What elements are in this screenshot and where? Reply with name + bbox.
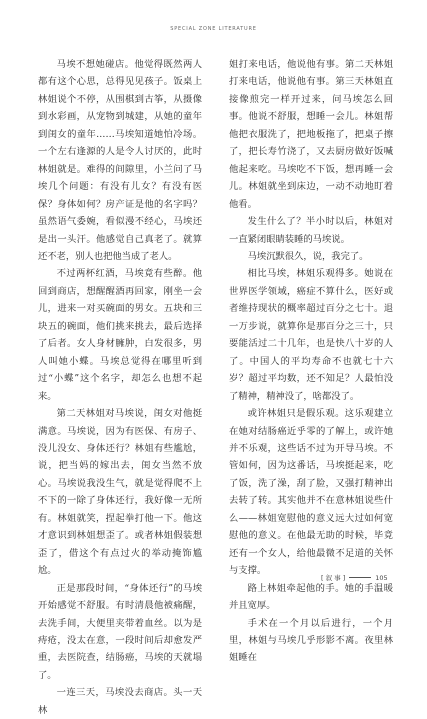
paragraph: 姐打来电话，他说他有事。第二天林姐打来电话，他说他有事。第三天林姐直接像煎完一样开过来，问马埃怎么回事。他说不舒服，想睡一会儿。林姐帮他把衣服洗了，把地板拖了，把桌子擦了，把长寿竹浇了，又去厨房做好饭喊他起来吃。马埃吃不下饭，想再睡一会儿。林姐就坐到床边，一动不动地盯着他看。	[229, 59, 393, 210]
page-footer	[321, 573, 388, 582]
paragraph: 一连三天，马埃没去商店。头一天林	[38, 687, 202, 716]
page-header: SPECIAL ZONE LITERATURE	[170, 26, 257, 32]
paragraph: 路上林姐牵起他的手。她的手温暖并且宽厚。	[229, 582, 393, 612]
paragraph: 不过两杯红酒，马埃竟有些醉。他回到商店，想醒醒酒再回家，刚坐一会儿，进来一对买碗面的男女。五块和三块五的碗面，他们挑来挑去，最后选择了后者。女人身材臃肿，白发很多，男人叫她小蝶。马埃总觉得在哪里听到过“小蝶”这个名字，却怎么也想不起来。	[38, 268, 202, 402]
left-column	[38, 56, 202, 719]
footer-divider	[349, 577, 371, 578]
page-number: 105	[375, 573, 388, 582]
paragraph: 手术在一个月以后进行，一个月里，林姐与马埃几乎形影不离。夜里林姐睡在	[229, 617, 393, 664]
paragraph: 第二天林姐对马埃说，闺女对他挺满意。马埃说，因为有医保、有房子、没儿没女、身体还行？林姐有些尴尬，说，把当妈的嫁出去，闺女当然不放心。马埃说我没生气，就是觉得爬不上不下的一除了身体还行，我好像一无所有。林姐就笑，捏起拳打他一下。他这才意识到林姐想歪了。或者林姐假装想歪了，借这个有点过火的举动掩饰尴尬。	[38, 408, 202, 577]
section-label: [ 叙 事 ]	[321, 574, 346, 582]
paragraph: 发生什么了？半小时以后，林姐对一直紧闭眼睛装睡的马埃说。	[229, 216, 393, 245]
paragraph: 正是那段时间，“身体还行”的马埃开始感觉不舒服。有时清晨他被痛醒，去洗手间，大便里夹带着血丝。以为是痔疮，没太在意，一段时间后却愈发严重，去医院查，结肠癌，马埃的天就塌了。	[38, 582, 202, 681]
paragraph: 马埃沉默很久，说，我完了。	[247, 250, 369, 262]
paragraph: 相比马埃，林姐乐观得多。她说在世界医学领域，癌症不算什么，医好或者维持现状的概率超过百分之七十。退一万步说，就算你是那百分之三十，只要能活过二十几年，也是快八十岁的人了。中国人的平均寿命不也就七十六岁？超过平均数，还不知足？人最怕没了精神，精神没了，啥都没了。	[229, 268, 393, 402]
paragraph: 或许林姐只是假乐观。这乐观建立在她对结肠癌近乎零的了解上，或许她并不乐观，这些话不过为开导马埃。不管如何，因为这番话，马埃挺起来，吃了饭，洗了澡，刮了脸，又强打精神出去转了转。其实他并不在意林姐说些什么——林姐宽慰他的意义远大过如何宽慰他的意义。在他最无助的时候，毕竟还有一个女人，给他最微不足道的关怀与支撑。	[229, 408, 393, 577]
paragraph: 马埃不想她碰店。他觉得既然两人都有这个心思，总得见见孩子。饭桌上林姐说个不停，从围棋到古筝，从摄像到水彩画，从宠物到城建，从她的童年到闺女的童年……马埃知道她怕冷场。一个左右逢源的人是令人讨厌的，此时林姐就是。难得的间隙里，小兰问了马埃几个问题：有没有儿女？有没有医保？身体如何？房产证是他的名字吗？虽然语气委婉，看似漫不经心，马埃还是出一头汗。他感觉自己真老了。就算还不老，别人也把他当成了老人。	[38, 59, 202, 262]
